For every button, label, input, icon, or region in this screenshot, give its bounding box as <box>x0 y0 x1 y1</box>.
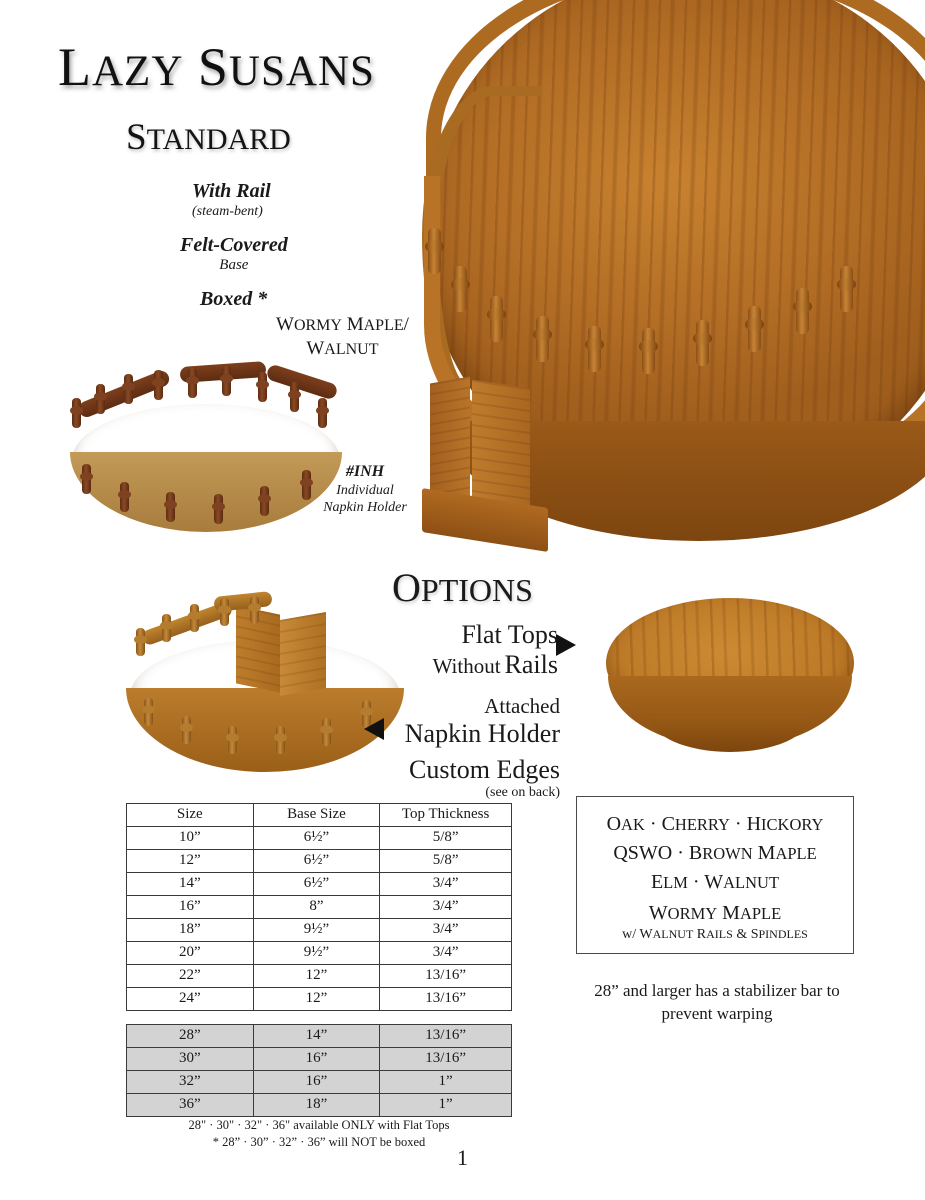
wormy-label-line1: WORMY MAPLE/ <box>276 314 409 335</box>
feature-felt-covered-base <box>180 234 288 274</box>
cell-top-thickness: 3/4” <box>380 873 512 896</box>
cell-base-size: 12” <box>253 988 380 1011</box>
susan-spindle <box>642 328 655 374</box>
arrow-left-icon <box>364 718 384 740</box>
inh-code: #INH <box>345 463 385 480</box>
wormy-spindle <box>188 368 197 398</box>
cell-base-size: 16” <box>253 1048 380 1071</box>
option-custom-edges <box>370 755 560 801</box>
cell-top-thickness: 3/4” <box>380 919 512 942</box>
attached-spindle <box>144 698 153 726</box>
cell-base-size: 6½” <box>253 850 380 873</box>
individual-napkin-holder-caption <box>309 462 421 517</box>
cell-size: 32” <box>127 1071 254 1094</box>
feature-sublabel: (steam-bent) <box>192 204 263 219</box>
wormy-spindle <box>154 370 163 400</box>
cell-size: 18” <box>127 919 254 942</box>
cell-top-thickness: 5/8” <box>380 827 512 850</box>
size-table-standard <box>126 803 512 1011</box>
photo-wormy-maple-walnut-susan <box>62 358 352 548</box>
cell-base-size: 6½” <box>253 873 380 896</box>
species-row-1: OAK · CHERRY · HICKORY <box>606 813 824 835</box>
stabilizer-note: 28” and larger has a stabilizer bar to prevent warping <box>594 981 840 1023</box>
table-row <box>127 919 512 942</box>
cell-size: 20” <box>127 942 254 965</box>
cell-top-thickness: 1” <box>380 1094 512 1117</box>
species-row-4-sub: w/ WALNUT RAILS & SPINDLES <box>622 927 808 942</box>
wormy-spindle <box>222 366 231 396</box>
feature-boxed <box>200 288 267 311</box>
wormy-label-line2: WALNUT <box>306 338 379 360</box>
wormy-spindle <box>214 494 223 524</box>
susan-spindle <box>428 228 441 274</box>
photo-individual-napkin-holder <box>420 380 570 560</box>
attached-spindle <box>322 718 331 746</box>
cell-base-size: 6½” <box>253 827 380 850</box>
photo-susan-with-attached-napkin-holder <box>118 580 418 780</box>
attached-napkin-panel-right <box>280 612 326 696</box>
susan-spindle <box>840 266 853 312</box>
cell-top-thickness: 5/8” <box>380 850 512 873</box>
cell-size: 24” <box>127 988 254 1011</box>
susan-spindle <box>490 296 503 342</box>
table-row <box>127 827 512 850</box>
table-row <box>127 1094 512 1117</box>
cell-base-size: 14” <box>253 1025 380 1048</box>
option-edges-line2: (see on back) <box>485 785 560 800</box>
cell-size: 36” <box>127 1094 254 1117</box>
wormy-spindle <box>318 398 327 428</box>
cell-base-size: 16” <box>253 1071 380 1094</box>
wormy-spindle <box>82 464 91 494</box>
species-row-2: QSWO · BROWN MAPLE <box>613 842 817 864</box>
table-note-1: 28" · 30" · 32" · 36" available ONLY with Flat Tops <box>188 1118 450 1132</box>
wormy-spindle <box>166 492 175 522</box>
table-header-row <box>127 804 512 827</box>
attached-spindle <box>228 726 237 754</box>
wormy-spindle <box>120 482 129 512</box>
photo-flat-top-without-rails <box>606 598 856 768</box>
cell-base-size: 18” <box>253 1094 380 1117</box>
page-subtitle: STANDARD <box>126 117 291 158</box>
cell-size: 10” <box>127 827 254 850</box>
species-row-3: ELM · WALNUT <box>650 871 780 893</box>
option-edges-line1: Custom Edges <box>409 755 560 784</box>
wormy-spindle <box>96 384 105 414</box>
option-napkin-line1: Attached <box>484 694 560 718</box>
feature-label: Boxed * <box>200 288 268 310</box>
column-header-top-thickness: Top Thickness <box>380 804 512 827</box>
cell-base-size: 9½” <box>253 919 380 942</box>
attached-spindle <box>136 628 145 656</box>
attached-spindle <box>276 726 285 754</box>
inh-line2: Napkin Holder <box>323 500 407 516</box>
cell-top-thickness: 13/16” <box>380 1025 512 1048</box>
cell-top-thickness: 3/4” <box>380 896 512 919</box>
attached-spindle <box>162 614 171 642</box>
page-number: 1 <box>457 1145 468 1170</box>
wormy-rail-right <box>265 363 338 400</box>
wormy-spindle <box>260 486 269 516</box>
option-attached-napkin-holder <box>380 694 560 749</box>
wormy-spindle <box>72 398 81 428</box>
wormy-spindle <box>124 374 133 404</box>
option-napkin-line2: Napkin Holder <box>404 719 560 748</box>
cell-size: 28” <box>127 1025 254 1048</box>
column-header-base-size: Base Size <box>253 804 380 827</box>
cell-size: 12” <box>127 850 254 873</box>
wormy-spindle <box>290 382 299 412</box>
cell-base-size: 12” <box>253 965 380 988</box>
table-row <box>127 1048 512 1071</box>
option-flat-tops-line1: Flat Tops <box>461 620 558 649</box>
cell-top-thickness: 1” <box>380 1071 512 1094</box>
species-row-4: WORMY MAPLE <box>648 902 782 924</box>
susan-spindle <box>454 266 467 312</box>
cell-size: 16” <box>127 896 254 919</box>
attached-spindle <box>220 598 229 626</box>
feature-label: Felt-Covered <box>180 234 288 256</box>
cell-size: 14” <box>127 873 254 896</box>
table-row <box>127 1025 512 1048</box>
cell-base-size: 8” <box>253 896 380 919</box>
table-row <box>127 873 512 896</box>
table-row <box>127 850 512 873</box>
cell-size: 30” <box>127 1048 254 1071</box>
cell-top-thickness: 13/16” <box>380 988 512 1011</box>
attached-spindle <box>190 604 199 632</box>
susan-spindle <box>696 320 709 366</box>
feature-label: With Rail <box>192 180 271 202</box>
feature-sublabel: Base <box>219 257 249 273</box>
cell-top-thickness: 13/16” <box>380 1048 512 1071</box>
feature-with-rail <box>192 180 271 220</box>
option-flat-tops-line2: Without Rails <box>432 650 558 679</box>
attached-spindle <box>250 596 259 624</box>
wormy-maple-walnut-label <box>276 313 409 362</box>
cell-base-size: 9½” <box>253 942 380 965</box>
table-row <box>127 988 512 1011</box>
susan-spindle <box>536 316 549 362</box>
column-header-size: Size <box>127 804 254 827</box>
table-row <box>127 1071 512 1094</box>
inh-line1: Individual <box>336 482 394 498</box>
options-heading: OPTIONS <box>392 565 533 610</box>
table-row <box>127 942 512 965</box>
page-title: LAZY SUSANS <box>58 37 375 97</box>
arrow-right-icon <box>556 634 576 656</box>
size-table-large-flat-tops <box>126 1024 512 1117</box>
susan-spindle <box>748 306 761 352</box>
wood-species-box <box>576 796 854 954</box>
table-row <box>127 965 512 988</box>
flat-top-base <box>650 716 810 752</box>
option-flat-tops <box>398 620 558 680</box>
cell-top-thickness: 13/16” <box>380 965 512 988</box>
table-row <box>127 896 512 919</box>
cell-top-thickness: 3/4” <box>380 942 512 965</box>
cell-size: 22” <box>127 965 254 988</box>
susan-spindle <box>796 288 809 334</box>
susan-spindle <box>588 326 601 372</box>
attached-spindle <box>182 716 191 744</box>
table-note-2: * 28” · 30” · 32” · 36” will NOT be boxed <box>212 1134 426 1149</box>
wormy-spindle <box>258 372 267 402</box>
